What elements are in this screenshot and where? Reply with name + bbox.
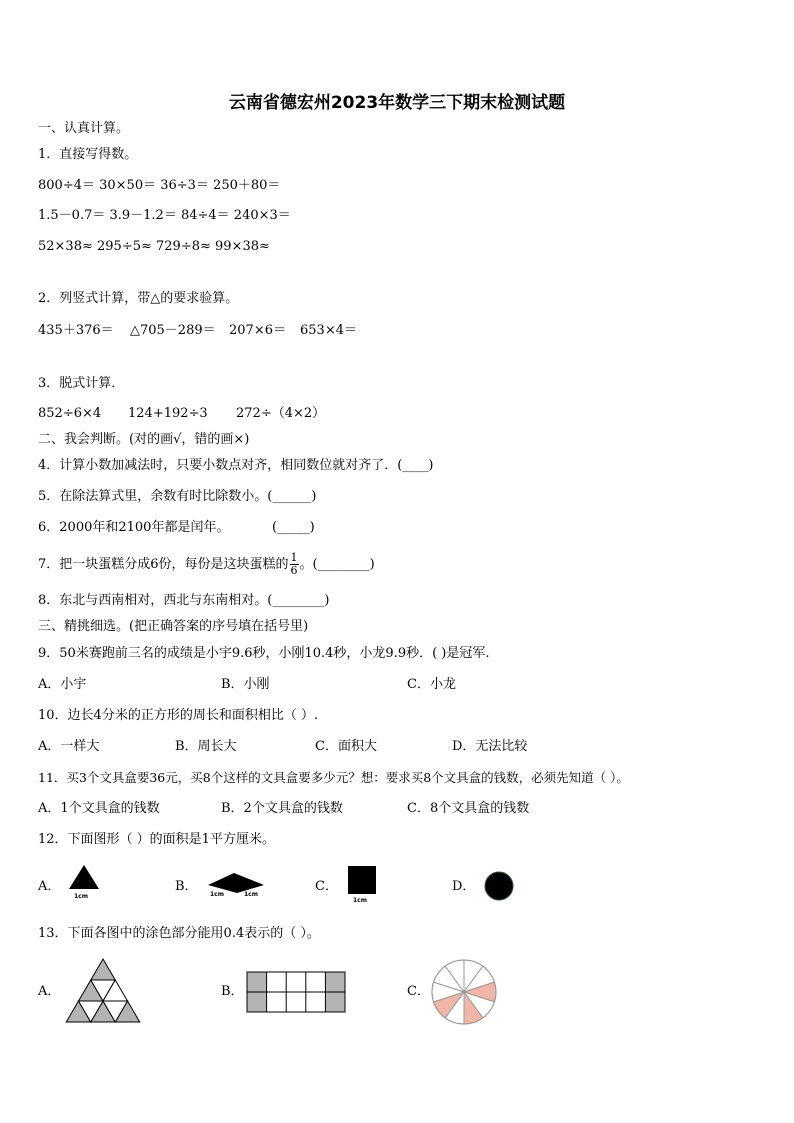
section-heading-3: 三、精挑细选。(把正确答案的序号填在括号里) [38, 619, 309, 634]
q1-label: 1．直接写得数。 [38, 147, 138, 162]
q3-label: 3．脱式计算． [38, 376, 125, 391]
q10-text: 10．边长4分米的正方形的周长和面积相比（ ）. [38, 708, 319, 723]
q10-option-a[interactable]: A．一样大 [38, 739, 100, 754]
q6-text: 6．2000年和2100年都是闰年。 [38, 520, 230, 535]
q10-option-b[interactable]: B．周长大 [175, 739, 237, 754]
q13-option-a[interactable]: A． [38, 984, 61, 999]
fraction-numerator: 1 [290, 551, 298, 564]
q11-option-a[interactable]: A．1个文具盒的钱数 [38, 801, 160, 816]
section-heading-2: 二、我会判断。(对的画√，错的画×) [38, 432, 250, 447]
black-circle-shape [484, 871, 514, 901]
q3-item: 124+192÷3 [128, 406, 208, 421]
unit-label-1cm: 1cm [210, 891, 224, 898]
unit-label-1cm: 1cm [353, 897, 367, 904]
q2-item: △705－289＝ [130, 323, 216, 338]
q7-line [38, 548, 375, 582]
q2-item: 207×6＝ [229, 323, 286, 338]
fraction-denominator: 6 [290, 564, 298, 577]
q12-option-b[interactable]: B． [175, 879, 198, 894]
q9-option-b[interactable]: B．小刚 [221, 677, 270, 692]
q11-option-b[interactable]: B．2个文具盒的钱数 [221, 801, 343, 816]
q10-option-c[interactable]: C．面积大 [315, 739, 377, 754]
q7-blank: 。(________) [299, 557, 375, 572]
q2-label: 2．列竖式计算，带△的要求验算。 [38, 291, 239, 306]
q13-option-b[interactable]: B． [221, 984, 244, 999]
q3-item: 272÷（4×2） [236, 406, 326, 421]
q2-item: 435＋376＝ [38, 323, 114, 338]
q9-option-c[interactable]: C．小龙 [407, 677, 456, 692]
q12-option-a[interactable]: A． [38, 879, 61, 894]
q13-option-c[interactable]: C． [407, 984, 430, 999]
circle-sectors-figure [430, 958, 498, 1026]
q11-text: 11．买3个文具盒要36元，买8个这样的文具盒要多少元？想：要求买8个文具盒的钱数，必须先知道（ ）。 [38, 770, 629, 785]
q12-option-d[interactable]: D． [452, 879, 476, 894]
q12-text: 12．下面图形（ ）的面积是1平方厘米。 [38, 832, 275, 847]
q5-text: 5．在除法算式里，余数有时比除数小。(______) [38, 489, 317, 504]
q12-option-c[interactable]: C． [315, 879, 338, 894]
q2-item: 653×4＝ [300, 323, 357, 338]
q13-text: 13．下面各图中的涂色部分能用0.4表示的（ ）。 [38, 926, 320, 941]
unit-label-1cm: 1cm [244, 891, 258, 898]
section-heading-1: 一、认真计算。 [38, 121, 130, 136]
q3-item: 852÷6×4 [38, 406, 102, 421]
q10-option-d[interactable]: D．无法比较 [452, 739, 528, 754]
q7-text: 7．把一块蛋糕分成6份，每份是这块蛋糕的 [38, 557, 289, 572]
q8-text: 8．东北与西南相对，西北与东南相对。(________) [38, 593, 330, 608]
fraction-one-sixth [290, 552, 299, 577]
q4-text: 4．计算小数加减法时，只要小数点对齐，相同数位就对齐了．(____) [38, 458, 434, 473]
q11-option-c[interactable]: C．8个文具盒的钱数 [407, 801, 530, 816]
q1-row-3: 52×38≈ 295÷5≈ 729÷8≈ 99×38≈ [38, 239, 270, 254]
triangle-grid-figure [64, 957, 142, 1025]
rectangle-grid-figure [246, 971, 346, 1013]
q1-row-2: 1.5－0.7＝ 3.9－1.2＝ 84÷4＝ 240×3＝ [38, 208, 291, 223]
q9-option-a[interactable]: A．小宇 [38, 677, 87, 692]
q9-text: 9．50米赛跑前三名的成绩是小宇9.6秒，小刚10.4秒，小龙9.9秒．( )是冠军. [38, 646, 490, 661]
q6-blank: (_____) [272, 520, 315, 535]
black-square-shape [348, 866, 376, 894]
black-triangle-shape [68, 864, 100, 890]
page-title: 云南省德宏州2023年数学三下期末检测试题 [228, 93, 566, 113]
q1-row-1: 800÷4＝ 30×50＝ 36÷3＝ 250＋80＝ [38, 178, 281, 193]
unit-label-1cm: 1cm [74, 893, 88, 900]
